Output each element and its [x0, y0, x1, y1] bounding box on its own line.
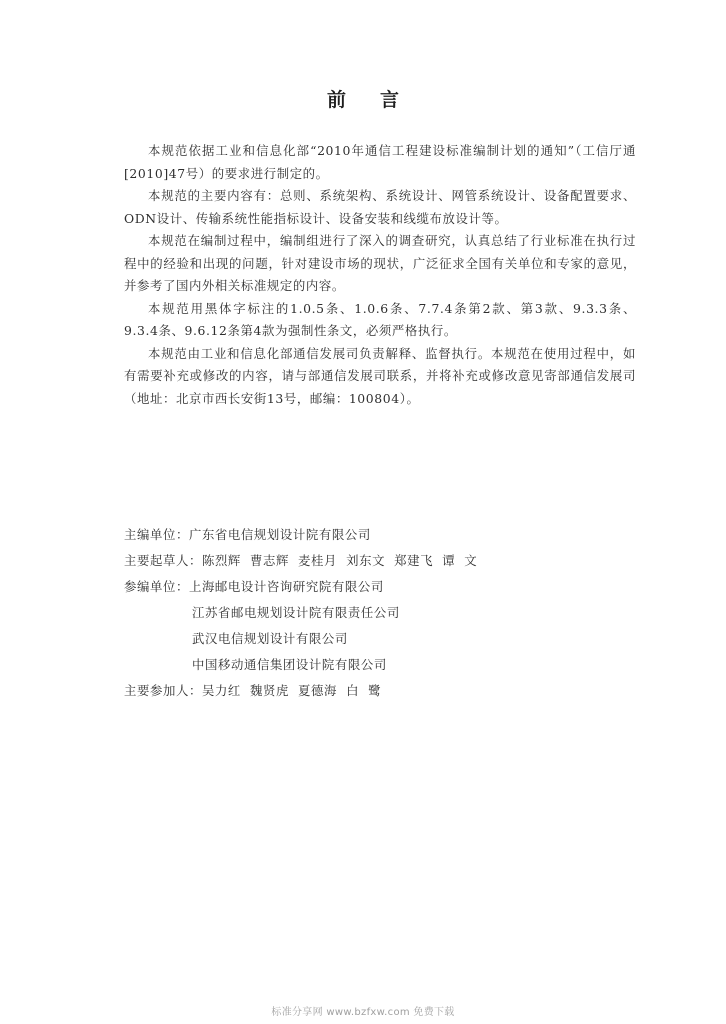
credit-participant-1: 上海邮电设计咨询研究院有限公司	[188, 579, 384, 594]
credit-participant-2: 江苏省邮电规划设计院有限责任公司	[192, 605, 400, 620]
paragraph-basis: 本规范依据工业和信息化部“2010年通信工程建设标准编制计划的通知”（工信厅通[2010]47号）的要求进行制定的。	[124, 143, 636, 181]
credit-participants-label: 参编单位：	[124, 579, 189, 594]
preface-body	[124, 140, 636, 410]
credit-editor-label: 主编单位：	[124, 527, 189, 542]
credit-participant-row	[124, 652, 636, 678]
paragraph-process: 本规范在编制过程中，编制组进行了深入的调查研究，认真总结了行业标准在执行过程中的经验和出现的问题，针对建设市场的现状，广泛征求全国有关单位和专家的意见，并参考了国内外相关标准规定的内容。	[124, 233, 636, 293]
credit-participants	[124, 574, 636, 600]
credit-participant-row	[124, 626, 636, 652]
paragraph-contents: 本规范的主要内容有：总则、系统架构、系统设计、网管系统设计、设备配置要求、ODN设计、传输系统性能指标设计、设备安装和线缆布放设计等。	[124, 188, 636, 226]
credits-block	[124, 522, 636, 704]
credit-drafters	[124, 548, 636, 574]
credit-participant-4: 中国移动通信集团设计院有限公司	[192, 657, 387, 672]
credit-contributors-value: 吴力红 魏贤虎 夏德海 白 鹭	[201, 683, 382, 698]
credit-contributors-label: 主要参加人：	[124, 683, 202, 698]
credit-editor	[124, 522, 636, 548]
page-title: 前言	[326, 89, 433, 111]
watermark-text: 标准分享网 www.bzfxw.com 免费下载	[271, 1007, 455, 1018]
paragraph-interpretation: 本规范由工业和信息化部通信发展司负责解释、监督执行。本规范在使用过程中，如有需要补充或修改的内容，请与部通信发展司联系，并将补充或修改意见寄部通信发展司（地址：北京市西长安街13号，邮编：100804）。	[124, 345, 636, 406]
credit-participant-row	[124, 600, 636, 626]
credit-drafters-value: 陈烈辉 曹志辉 麦桂月 刘东文 郑建飞 谭 文	[201, 553, 478, 568]
credit-participant-3: 武汉电信规划设计有限公司	[192, 631, 348, 646]
credit-contributors	[124, 678, 636, 704]
paragraph-mandatory: 本规范用黑体字标注的1.0.5条、1.0.6条、7.7.4条第2款、第3款、9.3.3条、9.3.4条、9.6.12条第4款为强制性条文，必须严格执行。	[124, 300, 636, 338]
credit-editor-value: 广东省电信规划设计院有限公司	[188, 527, 371, 542]
credit-drafters-label: 主要起草人：	[124, 553, 202, 568]
